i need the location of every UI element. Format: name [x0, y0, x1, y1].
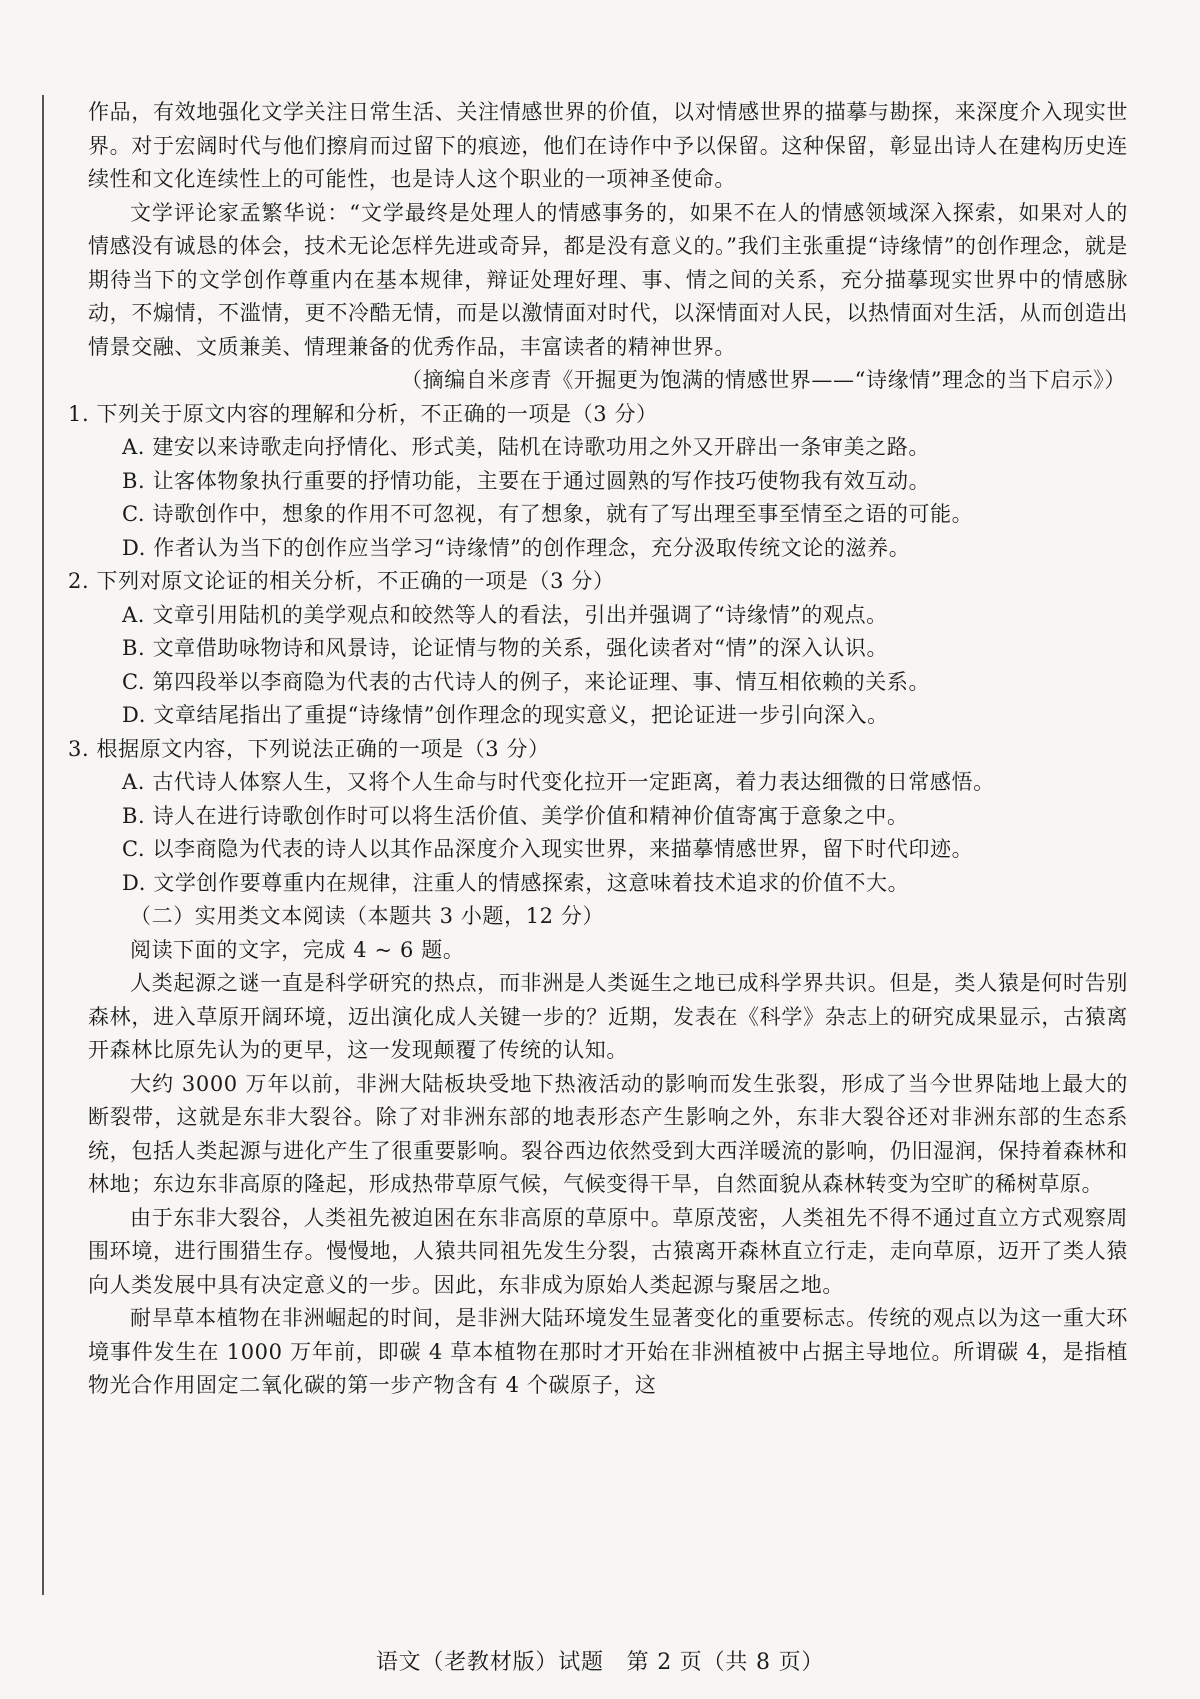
passage-paragraph-1: 作品，有效地强化文学关注日常生活、关注情感世界的价值，以对情感世界的描摹与勘探，来深度介入现实世界。对于宏阔时代与他们擦肩而过留下的痕迹，他们在诗作中予以保留。这种保留，彰显出诗人在建构历史连续性和文化连续性上的可能性，也是诗人这个职业的一项神圣使命。: [88, 100, 1128, 191]
section-instruction: 阅读下面的文字，完成 4 ~ 6 题。: [130, 937, 465, 962]
question-option: B. 诗人在进行诗歌创作时可以将生活价值、美学价值和精神价值寄寓于意象之中。: [122, 803, 909, 828]
question-option: A. 古代诗人体察人生，又将个人生命与时代变化拉开一定距离，着力表达细微的日常感悟。: [122, 770, 995, 794]
passage-source: （摘编自米彦青《开掘更为饱满的情感世界——“诗缘情”理念的当下启示》）: [401, 368, 1126, 392]
question-3: [68, 733, 1128, 901]
left-margin-rule: [42, 95, 44, 1595]
question-2: [68, 565, 1128, 733]
question-stem: 1. 下列关于原文内容的理解和分析，不正确的一项是（3 分）: [68, 401, 658, 426]
question-option: C. 第四段举以李商隐为代表的古代诗人的例子，来论证理、事、情互相依赖的关系。: [122, 669, 931, 694]
section-heading: （二）实用类文本阅读（本题共 3 小题，12 分）: [130, 904, 605, 928]
reading-paragraph: 人类起源之谜一直是科学研究的热点，而非洲是人类诞生之地已成科学界共识。但是，类人猿是何时告别森林，进入草原开阔环境，迈出演化成人关键一步的？近期，发表在《科学》杂志上的研究成果显示，古猿离开森林比原先认为的更早，这一发现颠覆了传统的认知。: [88, 971, 1128, 1062]
question-option: B. 让客体物象执行重要的抒情功能，主要在于通过圆熟的写作技巧使物我有效互动。: [122, 468, 931, 493]
question-option: D. 文章结尾指出了重提“诗缘情”创作理念的现实意义，把论证进一步引向深入。: [122, 703, 889, 727]
question-stem: 2. 下列对原文论证的相关分析，不正确的一项是（3 分）: [68, 569, 615, 593]
question-option: A. 文章引用陆机的美学观点和皎然等人的看法，引出并强调了“诗缘情”的观点。: [122, 602, 888, 627]
question-option: B. 文章借助咏物诗和风景诗，论证情与物的关系，强化读者对“情”的深入认识。: [122, 636, 889, 660]
passage-paragraph-2: 文学评论家孟繁华说：“文学最终是处理人的情感事务的，如果不在人的情感领域深入探索，如果对人的情感没有诚恳的体会，技术无论怎样先进或奇异，都是没有意义的。”我们主张重提“诗缘情”的创作理念，就是期待当下的文学创作尊重内在基本规律，辩证处理好理、事、情之间的关系，充分描摹现实世界中的情感脉动，不煽情，不滥情，更不冷酷无情，而是以激情面对时代，以深情面对人民，以热情面对生活，从而创造出情景交融、文质兼美、情理兼备的优秀作品，丰富读者的精神世界。: [88, 200, 1128, 359]
question-option: D. 作者认为当下的创作应当学习“诗缘情”的创作理念，充分汲取传统文论的滋养。: [122, 535, 911, 560]
reading-paragraph: 大约 3000 万年以前，非洲大陆板块受地下热液活动的影响而发生张裂，形成了当今世界陆地上最大的断裂带，这就是东非大裂谷。除了对非洲东部的地表形态产生影响之外，东非大裂谷还对非洲东部的生态系统，包括人类起源与进化产生了很重要影响。裂谷西边依然受到大西洋暖流的影响，仍旧湿润，保持着森林和林地；东边东非高原的隆起，形成热带草原气候，气候变得干旱，自然面貌从森林转变为空旷的稀树草原。: [88, 1071, 1128, 1196]
page-footer: 语文（老教材版）试题 第 2 页（共 8 页）: [375, 1650, 825, 1675]
question-option: D. 文学创作要尊重内在规律，注重人的情感探索，这意味着技术追求的价值不大。: [122, 870, 910, 895]
question-option: C. 诗歌创作中，想象的作用不可忽视，有了想象，就有了写出理至事至情至之语的可能。: [122, 502, 974, 526]
question-option: A. 建安以来诗歌走向抒情化、形式美，陆机在诗歌功用之外又开辟出一条审美之路。: [122, 435, 930, 459]
exam-page-body: [68, 96, 1128, 1403]
question-1: [68, 398, 1128, 566]
reading-paragraph: 耐旱草本植物在非洲崛起的时间，是非洲大陆环境发生显著变化的重要标志。传统的观点以为这一重大环境事件发生在 1000 万年前，即碳 4 草本植物在那时才开始在非洲植被中占据主导地位。所谓碳 4，是指植物光合作用固定二氧化碳的第一步产物含有 4 个碳原子，这: [88, 1306, 1128, 1397]
question-stem: 3. 根据原文内容，下列说法正确的一项是（3 分）: [68, 736, 550, 761]
question-option: C. 以李商隐为代表的诗人以其作品深度介入现实世界，来描摹情感世界，留下时代印迹。: [122, 837, 974, 861]
reading-paragraph: 由于东非大裂谷，人类祖先被迫困在东非高原的草原中。草原茂密，人类祖先不得不通过直立方式观察周围环境，进行围猎生存。慢慢地，人猿共同祖先发生分裂，古猿离开森林直立行走，走向草原，迈开了类人猿向人类发展中具有决定意义的一步。因此，东非成为原始人类起源与聚居之地。: [88, 1205, 1128, 1297]
